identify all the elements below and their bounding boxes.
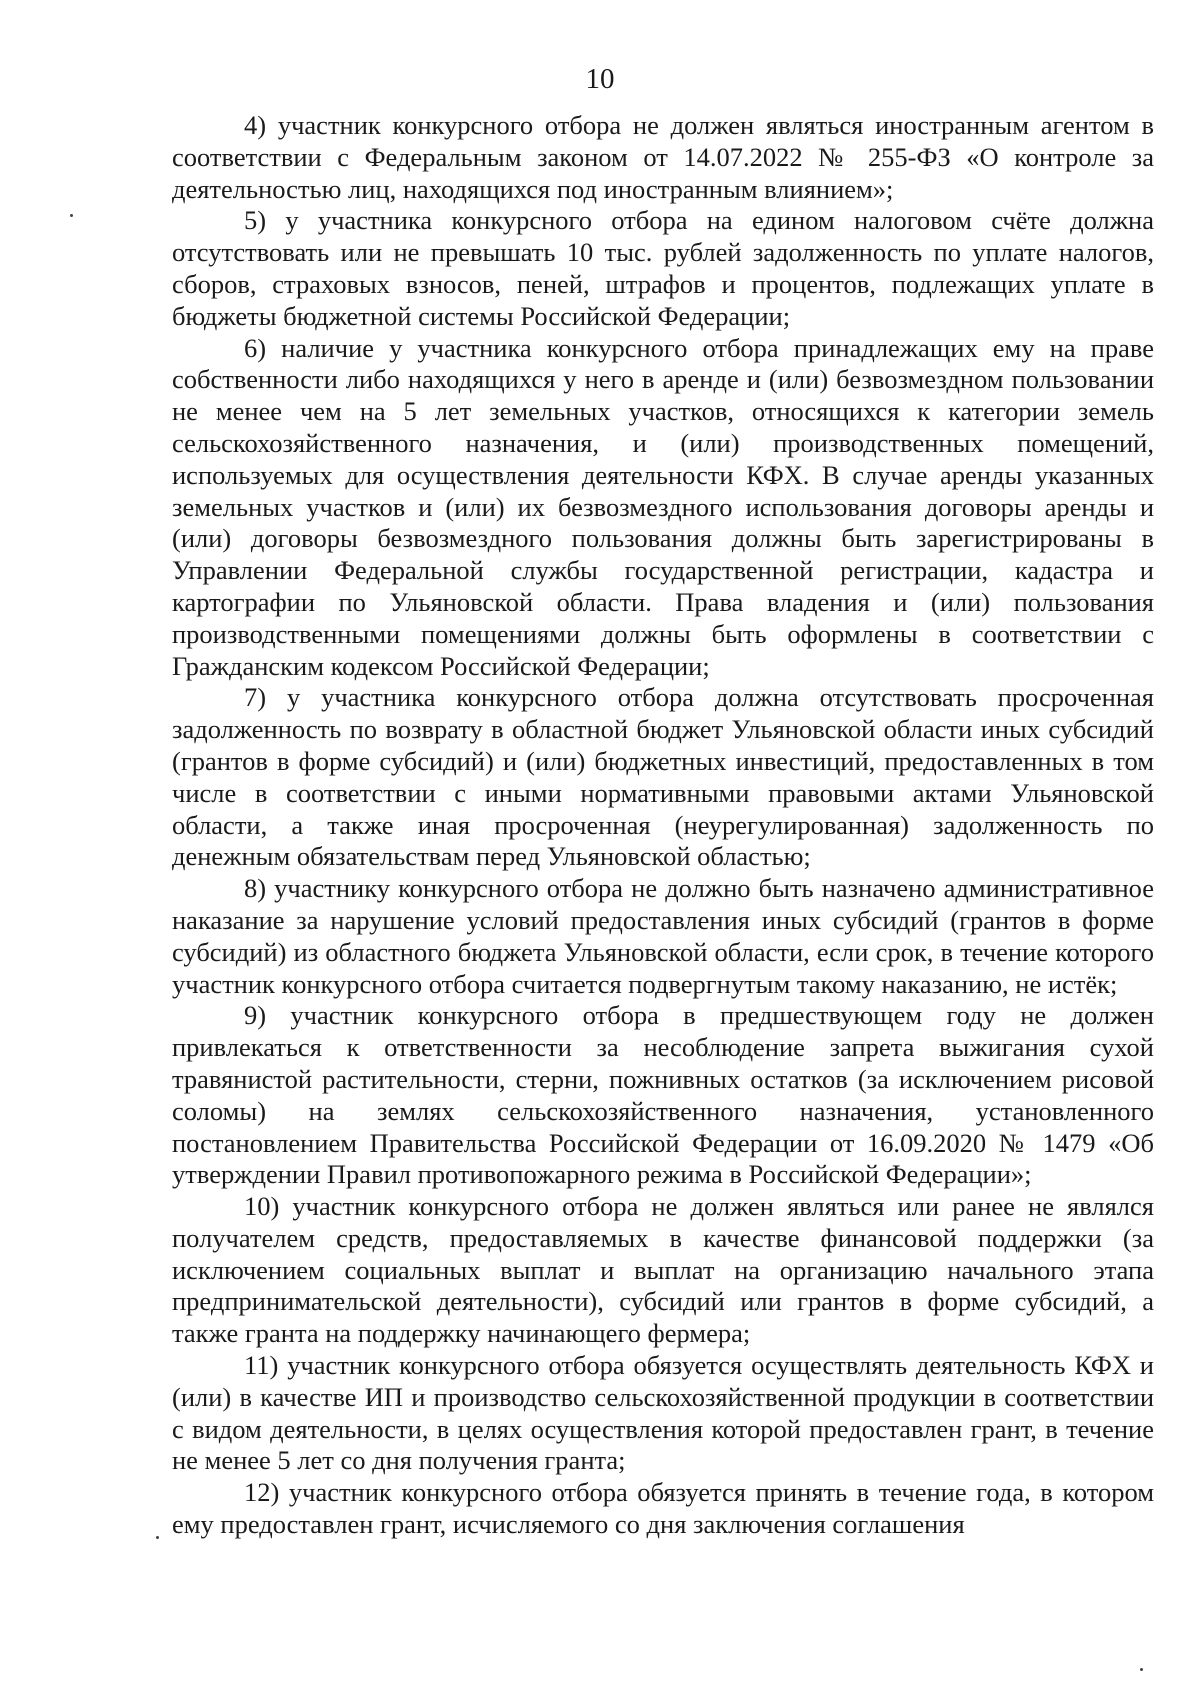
paragraph-item-7: 7) у участника конкурсного отбора должна отсутствовать просроченная задолженность по возврату в областной бюджет Ульяновской области иных субсидий (грантов в форме субсидий) и (или) бюджетных инвестиций, предоставленных в том числе в соответствии с иными нормативными правовыми актами Ульяновской области, а также иная просроченная (неурегулированная) задолженность по денежным обязательствам перед Ульяновской областью; (172, 682, 1154, 872)
paragraph-item-8: 8) участнику конкурсного отбора не должно быть назначено административное наказание за нарушение условий предоставления иных субсидий (грантов в форме субсидий) из областного бюджета Ульяновской области, если срок, в течение которого участник конкурсного отбора считается подвергнутым такому наказанию, не истёк; (172, 873, 1154, 999)
scan-speck (70, 214, 73, 217)
paragraph-item-12: 12) участник конкурсного отбора обязуется принять в течение года, в котором ему предоставлен грант, исчисляемого со дня заключения соглашения (172, 1477, 1154, 1540)
paragraph-item-4: 4) участник конкурсного отбора не должен являться иностранным агентом в соответствии с Федеральным законом от 14.07.2022 № 255-ФЗ «О контроле за деятельностью лиц, находящихся под иностранным влиянием»; (172, 110, 1154, 204)
scan-speck (156, 1536, 159, 1539)
paragraph-item-5: 5) у участника конкурсного отбора на едином налоговом счёте должна отсутствовать или не превышать 10 тыс. рублей задолженность по уплате налогов, сборов, страховых взносов, пеней, штрафов и процентов, подлежащих уплате в бюджеты бюджетной системы Российской Федерации; (172, 205, 1154, 331)
scan-speck (1140, 1668, 1143, 1671)
paragraph-item-6: 6) наличие у участника конкурсного отбора принадлежащих ему на праве собственности либо находящихся у него в аренде и (или) безвозмездном пользовании не менее чем на 5 лет земельных участков, относящихся к категории земель сельскохозяйственного назначения, и (или) производственных помещений, используемых для осуществления деятельности КФХ. В случае аренды указанных земельных участков и (или) их безвозмездного использования договоры аренды и (или) договоры безвозмездного пользования должны быть зарегистрированы в Управлении Федеральной службы государственной регистрации, кадастра и картографии по Ульяновской области. Права владения и (или) пользования производственными помещениями должны быть оформлены в соответствии с Гражданским кодексом Российской Федерации; (172, 332, 1154, 681)
paragraph-item-11: 11) участник конкурсного отбора обязуется осуществлять деятельность КФХ и (или) в качестве ИП и производство сельскохозяйственной продукции в соответствии с видом деятельности, в целях осуществления которой предоставлен грант, в течение не менее 5 лет со дня получения гранта; (172, 1350, 1154, 1476)
paragraph-item-10: 10) участник конкурсного отбора не должен являться или ранее не являлся получателем средств, предоставляемых в качестве финансовой поддержки (за исключением социальных выплат и выплат на организацию начального этапа предпринимательской деятельности), субсидий или грантов в форме субсидий, а также гранта на поддержку начинающего фермера; (172, 1191, 1154, 1349)
paragraph-item-9: 9) участник конкурсного отбора в предшествующем году не должен привлекаться к ответственности за несоблюдение запрета выжигания сухой травянистой растительности, стерни, пожнивных остатков (за исключением рисовой соломы) на землях сельскохозяйственного назначения, установленного постановлением Правительства Российской Федерации от 16.09.2020 № 1479 «Об утверждении Правил противопожарного режима в Российской Федерации»; (172, 1000, 1154, 1190)
page-number: 10 (585, 63, 615, 95)
document-body (172, 110, 1154, 1541)
